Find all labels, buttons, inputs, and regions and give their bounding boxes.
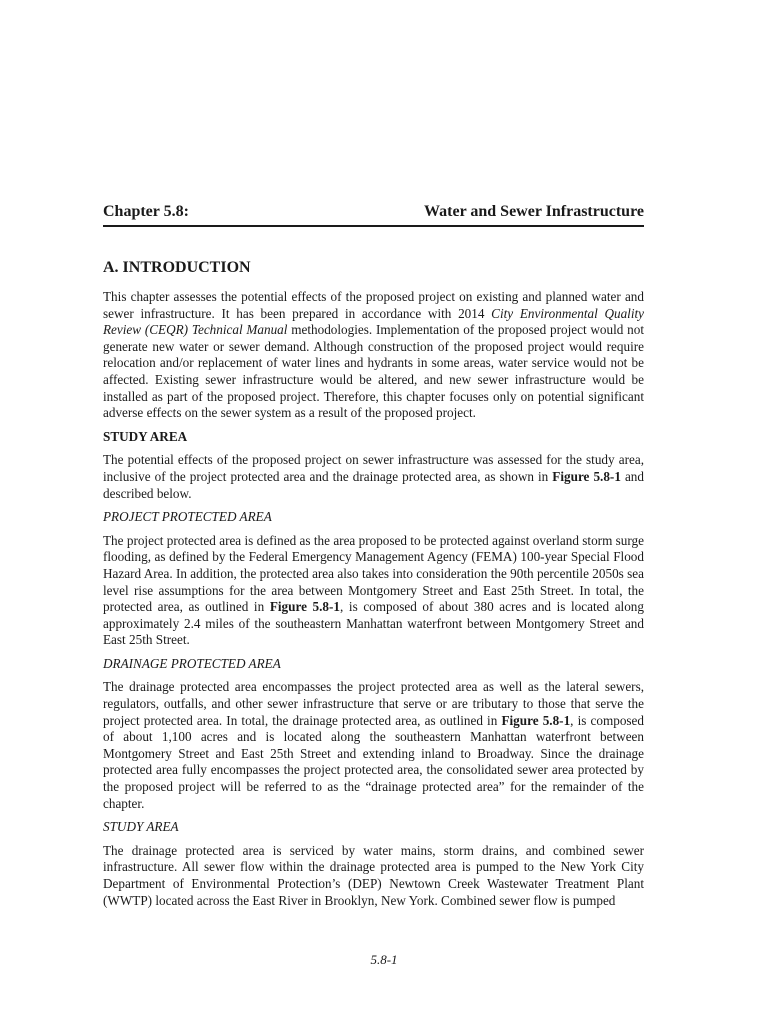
figure-reference: Figure 5.8-1 [269, 599, 341, 615]
intro-text-1: This chapter assesses the potential effects of the proposed project on existing and planned water and sewer infrastructure. It has been prepared in accordance with 2014 [103, 289, 644, 321]
subheading-drainage-protected-area: DRAINAGE PROTECTED AREA [103, 655, 281, 671]
subheading-project-protected-area: PROJECT PROTECTED AREA [103, 509, 272, 525]
page-number: 5.8-1 [370, 952, 398, 967]
ppa-text-1: The project protected area is defined as the area proposed to be protected against overland storm surge flooding, as defined by the Federal Emergency Management Agency (FEMA) 100-year Special Flood Hazard Area. In addition, the protected area also takes into consideration the 90th percentile 2050s sea level rise assumptions for the area between Montgomery Street and East 25th Street. In total, the protected area, as outlined in [103, 532, 644, 615]
chapter-header [103, 201, 644, 227]
dpa-text-1: The drainage protected area encompasses the project protected area as well as the lateral sewers, regulators, outfalls, and other sewer infrastructure that serve or are tributary to those that serve the project protected area. In total, the drainage protected area, as outlined in [103, 679, 644, 728]
study-area-detail-paragraph: The drainage protected area is serviced by water mains, storm drains, and combined sewer infrastructure. All sewer flow within the drainage protected area is pumped to the New York City Department of Environmental Protection’s (DEP) Newtown Creek Wastewater Treatment Plant (WWTP) located across the East River in Brooklyn, New York. Combined sewer flow is pumped [103, 842, 644, 908]
ceqr-manual-title: City Environmental Quality Review (CEQR) Technical Manual [103, 305, 645, 338]
study-area-text-1: The potential effects of the proposed project on sewer infrastructure was assessed for the study area, inclusive of the project protected area and the drainage protected area, as shown in [103, 452, 644, 484]
intro-paragraph [103, 289, 644, 422]
project-protected-area-paragraph [103, 533, 644, 649]
document-body [103, 258, 644, 916]
subheading-study-area: STUDY AREA [103, 428, 188, 444]
dpa-text-2: , is composed of about 1,100 acres and is located along the southeastern Manhattan waterfront between Montgomery Street and East 25th Street and extending inland to Broadway. Since the drainage protected area fully encompasses the project protected area, the consolidated sewer area protected by the proposed project will be referred to as the “drainage protected area” for the remainder of the chapter. [103, 712, 644, 811]
intro-text-2: methodologies. Implementation of the proposed project would not generate new water or sewer demand. Although construction of the proposed project would require relocation and/or replacement of water lines and hydrants in some areas, water service would not be affected. Existing sewer infrastructure would be altered, and new sewer infrastructure would be installed as part of the proposed project. Therefore, this chapter focuses only on potential significant adverse effects on the sewer system as a result of the proposed project. [103, 322, 645, 421]
study-area-text-2: and described below. [103, 468, 644, 501]
drainage-protected-area-paragraph [103, 679, 644, 812]
figure-reference: Figure 5.8-1 [552, 468, 621, 484]
subheading-study-area-italic: STUDY AREA [103, 819, 179, 835]
study-area-paragraph [103, 452, 644, 502]
figure-reference: Figure 5.8-1 [501, 712, 571, 728]
chapter-number: Chapter 5.8: [103, 203, 189, 220]
ppa-text-2: , is composed of about 380 acres and is located along approximately 2.4 miles of the southeastern Manhattan waterfront between Montgomery Street and East 25th Street. [103, 599, 644, 648]
chapter-title: Water and Sewer Infrastructure [424, 203, 644, 220]
section-heading-introduction: A. INTRODUCTION [103, 259, 251, 276]
